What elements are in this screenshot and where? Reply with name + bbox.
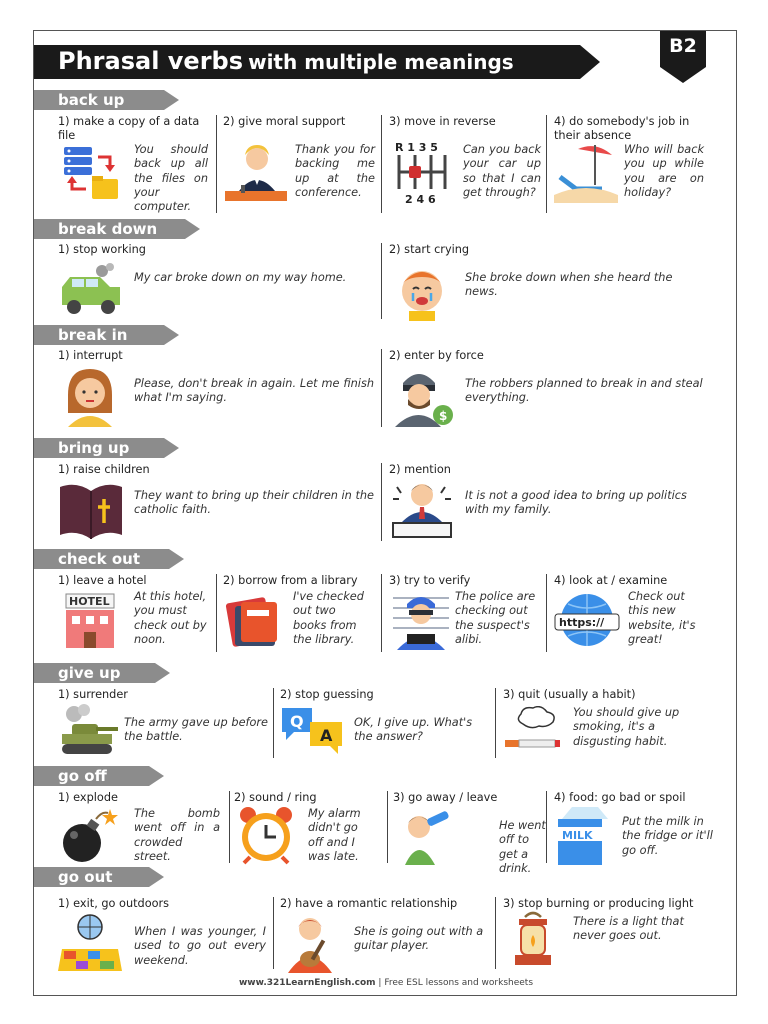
example-text: The army gave up before the battle. — [124, 716, 268, 744]
bible-icon — [58, 479, 124, 539]
example-text: Please, don't break in again. Let me finish what I'm saying. — [134, 377, 374, 405]
title-main: Phrasal verbs — [58, 47, 243, 75]
meaning-text: 3) move in reverse — [389, 115, 496, 128]
section-label: go off — [58, 767, 107, 785]
svg-text:Q: Q — [290, 712, 304, 731]
level-badge — [660, 31, 706, 83]
crying-child-icon — [391, 261, 453, 321]
entry-go-out-2 — [280, 897, 492, 971]
example-text: I've checked out two books from the library. — [293, 590, 364, 646]
books-icon — [223, 590, 287, 650]
disco-icon — [58, 913, 122, 971]
entry-bring-up-2 — [389, 463, 709, 541]
divider — [273, 688, 274, 758]
entry-break-down-1 — [58, 243, 378, 319]
section-back-up — [34, 90, 179, 110]
entry-check-out-1 — [58, 574, 210, 652]
suspect-icon — [389, 590, 453, 650]
section-label: break down — [58, 220, 158, 238]
meaning-text: 3) try to verify — [389, 574, 471, 587]
entry-bring-up-1 — [58, 463, 378, 541]
meaning-text: 2) start crying — [389, 243, 470, 256]
entry-check-out-4 — [554, 574, 718, 652]
gearbox-icon — [393, 139, 451, 205]
entry-go-out-1 — [58, 897, 270, 971]
meaning-text: 1) stop working — [58, 243, 146, 256]
example-text: She is going out with a guitar player. — [354, 925, 484, 953]
entry-check-out-3 — [389, 574, 541, 652]
divider — [495, 688, 496, 758]
section-label: give up — [58, 664, 121, 682]
section-go-off — [34, 766, 164, 786]
divider — [381, 349, 382, 427]
qa-icon — [280, 706, 344, 756]
divider — [546, 115, 547, 213]
entry-give-up-1 — [58, 688, 270, 758]
divider — [216, 115, 217, 213]
meaning-text: 2) borrow from a library — [223, 574, 358, 587]
divider — [381, 574, 382, 652]
bomb-icon — [58, 807, 120, 865]
guitar-player-icon — [282, 913, 342, 973]
entry-go-off-4 — [554, 791, 718, 865]
svg-text:2 4 6: 2 4 6 — [405, 193, 436, 205]
data-backup-icon — [60, 145, 122, 203]
meaning-text: 3) stop burning or producing light — [503, 897, 694, 910]
entry-go-off-3 — [393, 791, 546, 875]
milk-icon — [554, 805, 608, 865]
divider — [387, 791, 388, 863]
footer-tagline: Free ESL lessons and worksheets — [384, 978, 534, 988]
example-text: Who will back you up while you are on holiday? — [624, 143, 704, 199]
section-check-out — [34, 549, 184, 569]
divider — [229, 791, 230, 863]
meaning-text: 4) food: go bad or spoil — [554, 791, 686, 804]
example-text: When I was younger, I used to go out every weekend. — [134, 925, 266, 967]
divider — [381, 243, 382, 319]
meaning-text: 4) do somebody's job in their absence — [554, 115, 690, 142]
entry-give-up-2 — [280, 688, 492, 758]
example-text: He went off to get a drink. — [499, 819, 546, 875]
hotel-icon — [60, 590, 120, 650]
entry-go-off-2 — [234, 791, 386, 865]
entry-break-in-2 — [389, 349, 709, 429]
robber-icon — [389, 365, 455, 427]
section-go-out — [34, 867, 164, 887]
meaning-text: 1) surrender — [58, 688, 128, 701]
meaning-text: 1) make a copy of a data file — [58, 115, 200, 142]
section-bring-up — [34, 438, 179, 458]
meaning-text: 2) stop guessing — [280, 688, 374, 701]
title-sub: with multiple meanings — [248, 50, 514, 74]
meaning-text: 4) look at / examine — [554, 574, 668, 587]
entry-back-up-1 — [58, 115, 208, 215]
meaning-text: 1) exit, go outdoors — [58, 897, 170, 910]
example-text: Put the milk in the fridge or it'll go off. — [622, 815, 713, 857]
example-text: OK, I give up. What's the answer? — [354, 716, 473, 744]
entry-back-up-3 — [389, 115, 541, 215]
section-give-up — [34, 663, 170, 683]
meaning-text: 2) give moral support — [223, 115, 346, 128]
tank-icon — [58, 704, 118, 756]
entry-back-up-4 — [554, 115, 718, 215]
divider — [546, 791, 547, 863]
divider — [546, 574, 547, 652]
cigarette-icon — [503, 706, 563, 756]
example-text: At this hotel, you must check out by noon. — [134, 590, 207, 646]
section-label: back up — [58, 91, 125, 109]
divider — [495, 897, 496, 969]
example-text: You should back up all the files on your computer. — [134, 143, 208, 214]
example-text: There is a light that never goes out. — [573, 915, 684, 943]
meaning-text: 1) raise children — [58, 463, 150, 476]
svg-text:https://: https:// — [559, 616, 605, 629]
example-text: My alarm didn't go off and I was late. — [308, 807, 361, 863]
woman-icon — [60, 365, 120, 427]
svg-text:MILK: MILK — [562, 829, 593, 842]
meaning-text: 3) quit (usually a habit) — [503, 688, 636, 701]
example-text: The robbers planned to break in and steal everything. — [465, 377, 703, 405]
footer — [34, 978, 737, 988]
example-text: You should give up smoking, it's a disgusting habit. — [573, 706, 680, 748]
meaning-text: 1) explode — [58, 791, 118, 804]
svg-text:HOTEL: HOTEL — [69, 595, 110, 608]
alarm-clock-icon — [234, 805, 298, 865]
footer-separator: | — [378, 978, 382, 988]
divider — [381, 463, 382, 541]
example-text: The police are checking out the suspect's alibi. — [455, 590, 536, 646]
example-text: They want to bring up their children in the catholic faith. — [134, 489, 374, 517]
svg-text:$: $ — [439, 409, 448, 423]
website-icon — [554, 590, 620, 650]
entry-give-up-3 — [503, 688, 717, 758]
meaning-text: 3) go away / leave — [393, 791, 498, 804]
divider — [381, 115, 382, 213]
drinking-man-icon — [397, 805, 457, 865]
section-label: bring up — [58, 439, 130, 457]
entry-go-off-1 — [58, 791, 226, 865]
example-text: Thank you for backing me up at the conference. — [295, 143, 375, 199]
meaning-text: 2) mention — [389, 463, 451, 476]
section-break-in — [34, 325, 179, 345]
example-text: Can you back your car up so that I can get through? — [463, 143, 541, 199]
entry-break-down-2 — [389, 243, 709, 319]
divider — [273, 897, 274, 969]
svg-text:A: A — [320, 726, 333, 745]
meaning-text: 2) enter by force — [389, 349, 484, 362]
meaning-text: 2) sound / ring — [234, 791, 317, 804]
politician-icon — [389, 479, 455, 539]
level-label: B2 — [669, 35, 697, 57]
meaning-text: 1) interrupt — [58, 349, 123, 362]
section-break-down — [34, 219, 200, 239]
entry-go-out-3 — [503, 897, 717, 971]
section-label: break in — [58, 326, 128, 344]
broken-car-icon — [58, 263, 124, 317]
example-text: My car broke down on my way home. — [134, 271, 347, 284]
svg-text:R 1 3 5: R 1 3 5 — [395, 141, 438, 154]
example-text: It is not a good idea to bring up politics with my family. — [465, 489, 687, 517]
meaning-text: 1) leave a hotel — [58, 574, 147, 587]
speaker-icon — [223, 141, 287, 203]
page-title — [58, 47, 514, 75]
meaning-text: 2) have a romantic relationship — [280, 897, 458, 910]
title-banner — [34, 45, 600, 79]
beach-chair-icon — [554, 143, 618, 203]
worksheet — [33, 30, 737, 996]
example-text: Check out this new website, it's great! — [628, 590, 696, 646]
example-text: She broke down when she heard the news. — [465, 271, 673, 299]
entry-back-up-2 — [223, 115, 375, 215]
lantern-icon — [507, 911, 559, 971]
entry-break-in-1 — [58, 349, 378, 429]
section-label: go out — [58, 868, 113, 886]
footer-site[interactable]: www.321LearnEnglish.com — [238, 978, 376, 988]
example-text: The bomb went off in a crowded street. — [134, 807, 220, 863]
divider — [216, 574, 217, 652]
section-label: check out — [58, 550, 140, 568]
entry-check-out-2 — [223, 574, 375, 652]
